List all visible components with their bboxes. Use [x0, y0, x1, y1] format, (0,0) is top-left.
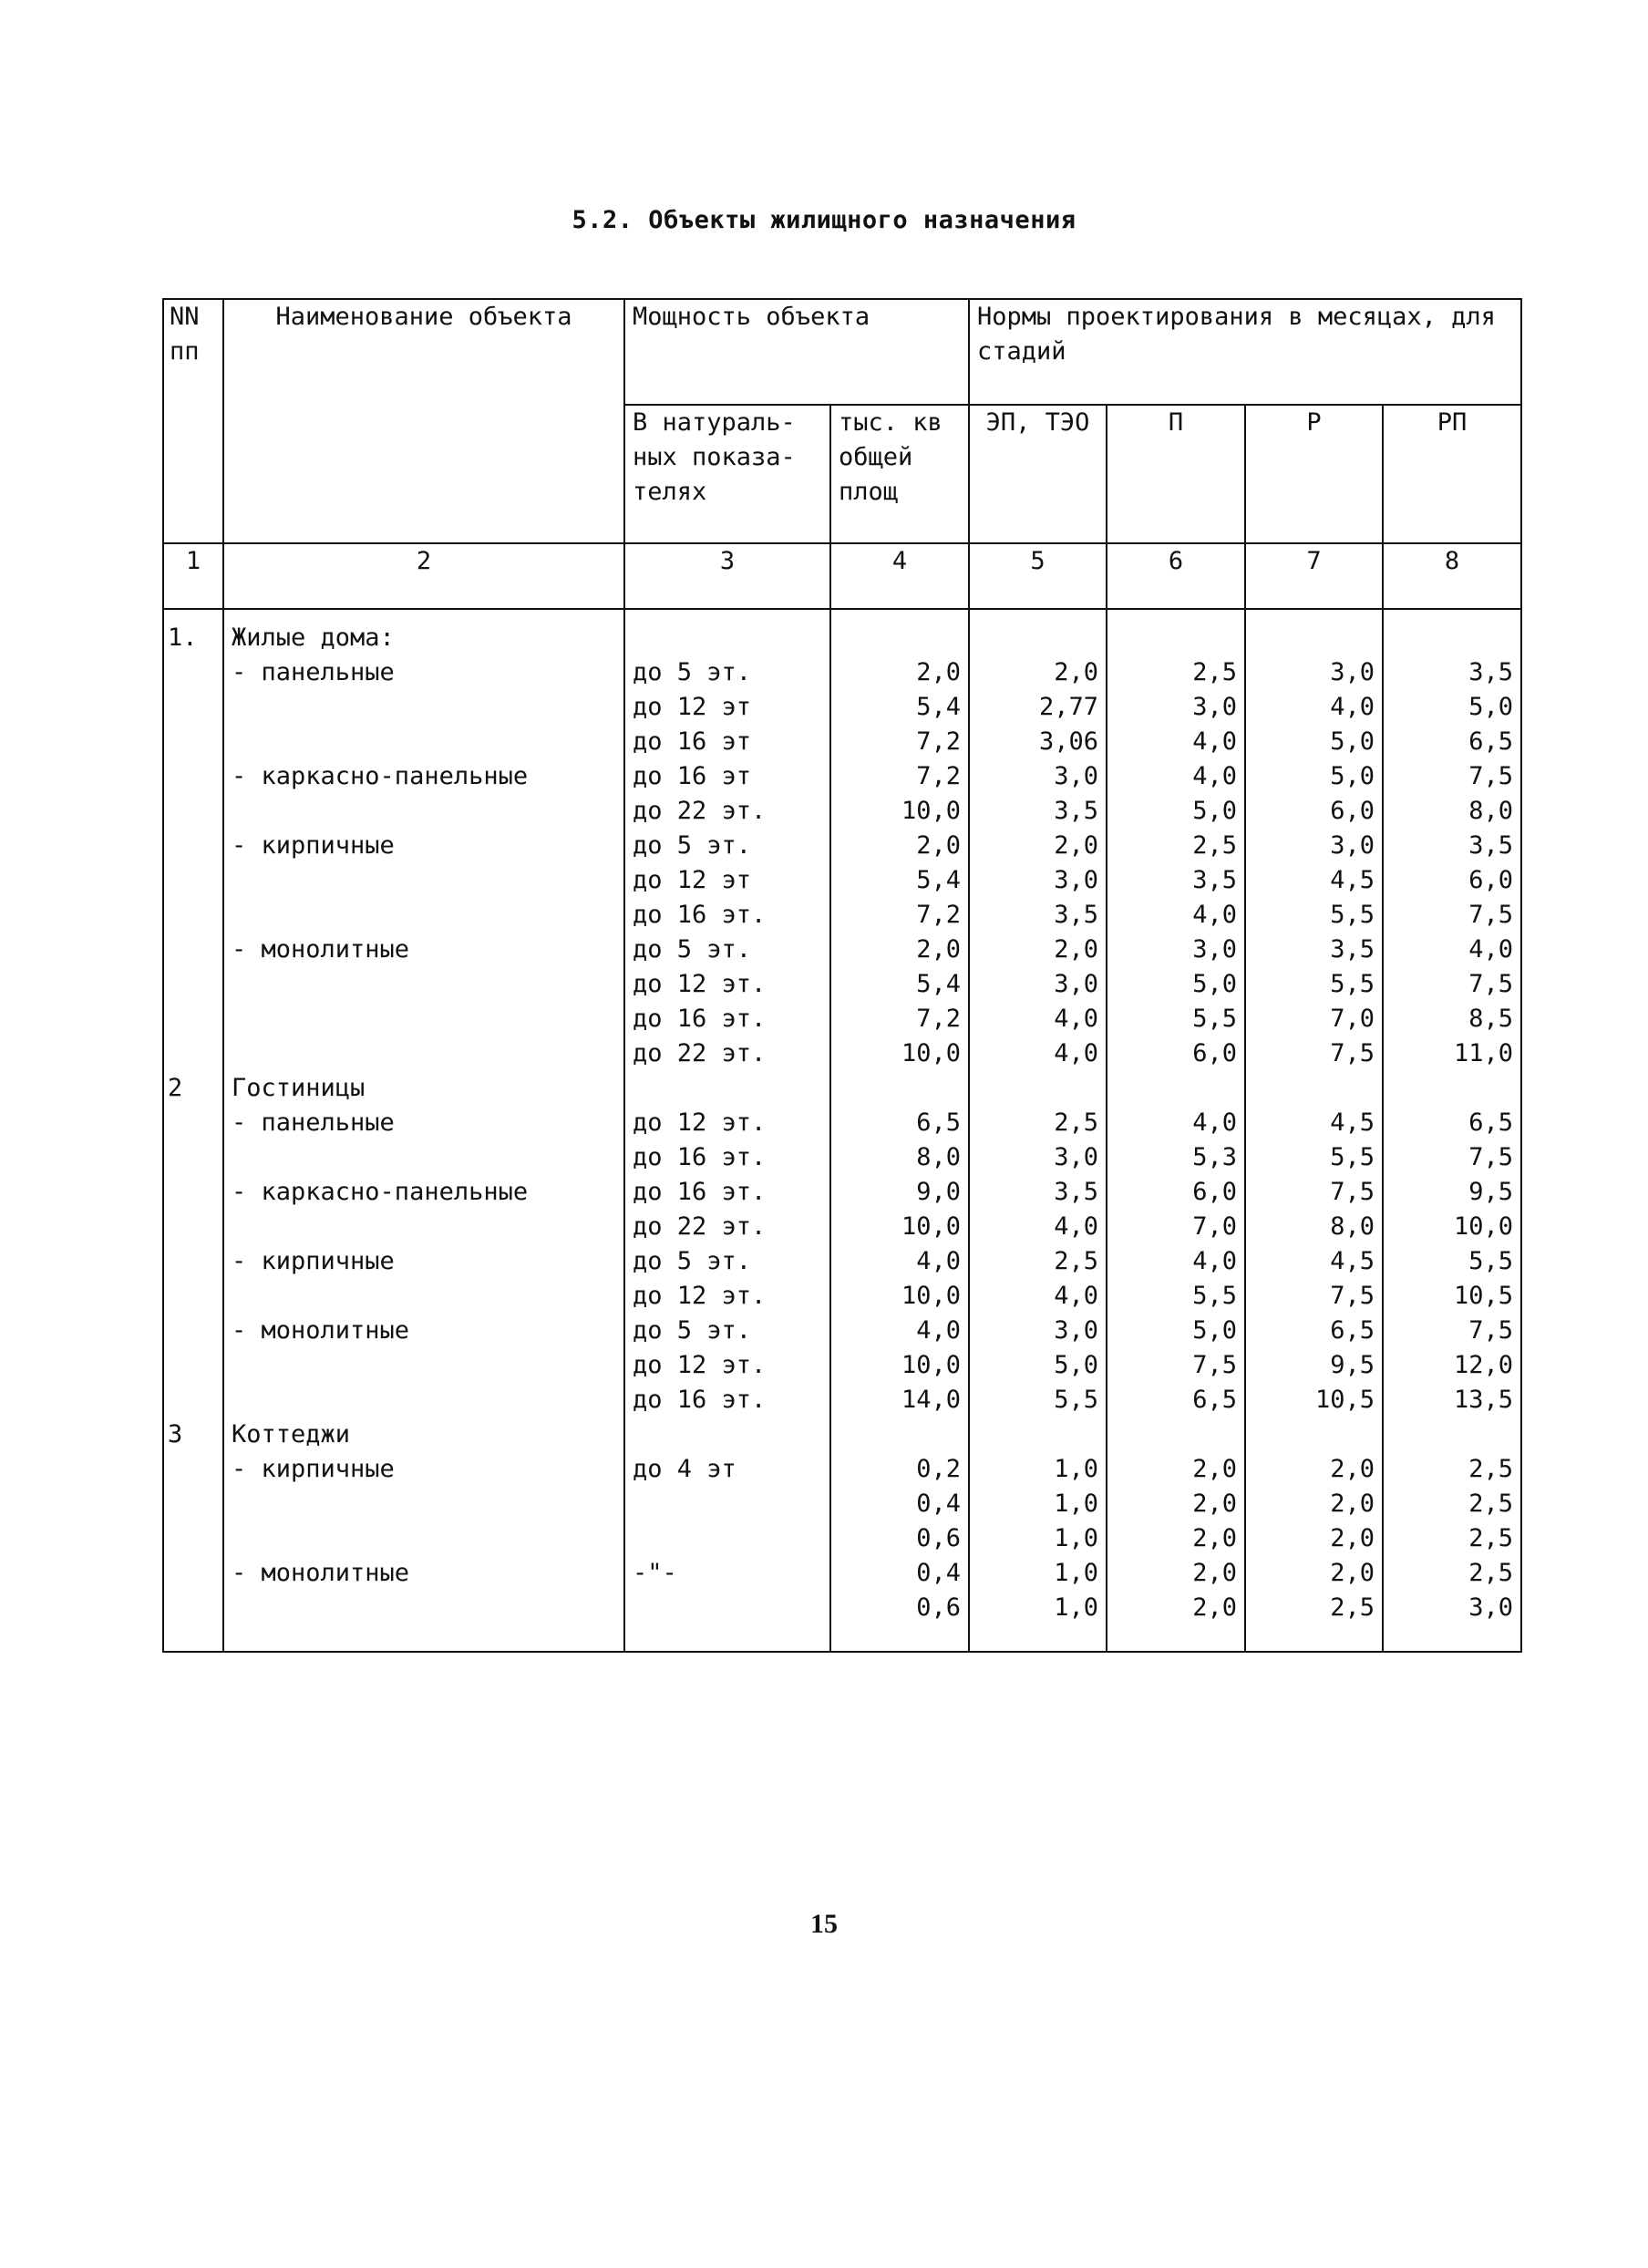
table-row: [163, 759, 1521, 794]
column-number: 5: [969, 543, 1107, 609]
norm-rp: 4,0: [1383, 933, 1521, 967]
capacity-natural: -"-: [624, 1556, 830, 1591]
row-number: [163, 1383, 223, 1418]
norm-ep-teo: 5,0: [969, 1348, 1107, 1383]
norm-p: 7,0: [1107, 1210, 1245, 1244]
capacity-area: 6,5: [830, 1106, 969, 1140]
capacity-natural: до 4 эт: [624, 1452, 830, 1487]
table-row: [163, 933, 1521, 967]
norm-rp: 5,5: [1383, 1244, 1521, 1279]
norm-rp: 9,5: [1383, 1175, 1521, 1210]
header-stage-r: Р: [1245, 405, 1383, 543]
norm-p: 5,0: [1107, 967, 1245, 1002]
norm-ep-teo: 4,0: [969, 1036, 1107, 1071]
capacity-area: 0,6: [830, 1591, 969, 1652]
capacity-area: [830, 1418, 969, 1452]
object-name: [223, 690, 624, 725]
norm-ep-teo: [969, 1071, 1107, 1106]
object-name: - монолитные: [223, 933, 624, 967]
capacity-area: 8,0: [830, 1140, 969, 1175]
norm-p: 6,5: [1107, 1383, 1245, 1418]
table-row: [163, 1244, 1521, 1279]
capacity-area: 4,0: [830, 1314, 969, 1348]
norm-p: 5,5: [1107, 1279, 1245, 1314]
norm-rp: 7,5: [1383, 898, 1521, 933]
column-number: 6: [1107, 543, 1245, 609]
norm-r: 7,5: [1245, 1036, 1383, 1071]
row-number: [163, 725, 223, 759]
norm-p: 3,5: [1107, 863, 1245, 898]
capacity-area: 9,0: [830, 1175, 969, 1210]
capacity-area: 5,4: [830, 863, 969, 898]
capacity-area: [830, 1071, 969, 1106]
norm-ep-teo: 3,0: [969, 1140, 1107, 1175]
object-name: [223, 898, 624, 933]
capacity-area: 5,4: [830, 967, 969, 1002]
header-stage-p: П: [1107, 405, 1245, 543]
page-number: 15: [810, 1909, 838, 1939]
norm-p: 4,0: [1107, 898, 1245, 933]
row-number: 1.: [163, 609, 223, 655]
object-name: Коттеджи: [223, 1418, 624, 1452]
capacity-area: 10,0: [830, 1348, 969, 1383]
norm-r: 6,5: [1245, 1314, 1383, 1348]
norm-r: 2,0: [1245, 1452, 1383, 1487]
norm-r: 5,0: [1245, 725, 1383, 759]
object-name: [223, 725, 624, 759]
norm-rp: [1383, 609, 1521, 655]
norm-r: 5,5: [1245, 967, 1383, 1002]
column-number: 1: [163, 543, 223, 609]
row-number: [163, 967, 223, 1002]
capacity-area: 7,2: [830, 898, 969, 933]
row-number: [163, 863, 223, 898]
capacity-area: 2,0: [830, 829, 969, 863]
object-name: - каркасно-панельные: [223, 1175, 624, 1210]
object-name: [223, 1279, 624, 1314]
norm-r: 7,0: [1245, 1002, 1383, 1036]
column-number: 2: [223, 543, 624, 609]
norm-p: 2,0: [1107, 1591, 1245, 1652]
capacity-natural: [624, 1521, 830, 1556]
norm-ep-teo: 2,0: [969, 655, 1107, 690]
row-number: [163, 933, 223, 967]
capacity-area: [830, 609, 969, 655]
capacity-natural: [624, 1071, 830, 1106]
norm-ep-teo: 3,0: [969, 1314, 1107, 1348]
table-row: [163, 898, 1521, 933]
norm-rp: 12,0: [1383, 1348, 1521, 1383]
table-row: [163, 1452, 1521, 1487]
table-row: [163, 1383, 1521, 1418]
row-number: [163, 1521, 223, 1556]
table-row: [163, 1556, 1521, 1591]
row-number: [163, 1487, 223, 1521]
norm-p: 6,0: [1107, 1036, 1245, 1071]
norm-ep-teo: 2,5: [969, 1244, 1107, 1279]
norm-ep-teo: 3,5: [969, 898, 1107, 933]
norm-rp: 8,5: [1383, 1002, 1521, 1036]
table-row: [163, 1521, 1521, 1556]
object-name: [223, 1002, 624, 1036]
norm-ep-teo: 3,5: [969, 1175, 1107, 1210]
norm-rp: 6,5: [1383, 1106, 1521, 1140]
norm-p: 5,0: [1107, 1314, 1245, 1348]
norm-r: 2,5: [1245, 1591, 1383, 1652]
table-row: [163, 1071, 1521, 1106]
norm-r: 5,0: [1245, 759, 1383, 794]
capacity-area: 10,0: [830, 794, 969, 829]
capacity-area: 0,4: [830, 1487, 969, 1521]
norm-ep-teo: 2,0: [969, 829, 1107, 863]
object-name: [223, 863, 624, 898]
capacity-area: 5,4: [830, 690, 969, 725]
norm-rp: [1383, 1071, 1521, 1106]
object-name: [223, 1521, 624, 1556]
norm-r: 4,5: [1245, 863, 1383, 898]
norm-r: [1245, 1071, 1383, 1106]
object-name: - монолитные: [223, 1556, 624, 1591]
table-row: [163, 1279, 1521, 1314]
capacity-natural: до 12 эт: [624, 863, 830, 898]
capacity-area: 4,0: [830, 1244, 969, 1279]
row-number: [163, 1036, 223, 1071]
table-row: [163, 794, 1521, 829]
row-number: [163, 1452, 223, 1487]
norm-p: [1107, 1071, 1245, 1106]
object-name: - каркасно-панельные: [223, 759, 624, 794]
norm-r: 4,5: [1245, 1106, 1383, 1140]
object-name: Гостиницы: [223, 1071, 624, 1106]
row-number: [163, 655, 223, 690]
norm-rp: 2,5: [1383, 1521, 1521, 1556]
norm-r: 7,5: [1245, 1279, 1383, 1314]
norm-p: 4,0: [1107, 725, 1245, 759]
norm-p: 2,5: [1107, 655, 1245, 690]
row-number: [163, 1314, 223, 1348]
norm-r: 2,0: [1245, 1521, 1383, 1556]
column-number: 7: [1245, 543, 1383, 609]
capacity-natural: [624, 1418, 830, 1452]
capacity-area: 10,0: [830, 1036, 969, 1071]
norm-p: 5,3: [1107, 1140, 1245, 1175]
norm-rp: 3,5: [1383, 829, 1521, 863]
capacity-natural: до 12 эт.: [624, 1348, 830, 1383]
capacity-area: 14,0: [830, 1383, 969, 1418]
norm-rp: 7,5: [1383, 759, 1521, 794]
norm-rp: 10,0: [1383, 1210, 1521, 1244]
capacity-natural: до 12 эт.: [624, 967, 830, 1002]
object-name: [223, 1383, 624, 1418]
norm-ep-teo: 5,5: [969, 1383, 1107, 1418]
norm-r: 4,5: [1245, 1244, 1383, 1279]
norm-ep-teo: 1,0: [969, 1487, 1107, 1521]
norm-r: 5,5: [1245, 898, 1383, 933]
row-number: [163, 1348, 223, 1383]
norm-rp: 5,0: [1383, 690, 1521, 725]
object-name: [223, 967, 624, 1002]
object-name: - кирпичные: [223, 1452, 624, 1487]
norm-rp: 7,5: [1383, 967, 1521, 1002]
norm-ep-teo: 3,06: [969, 725, 1107, 759]
norm-rp: 7,5: [1383, 1140, 1521, 1175]
norm-p: [1107, 1418, 1245, 1452]
norm-ep-teo: 3,5: [969, 794, 1107, 829]
column-number-row: [163, 543, 1521, 609]
norm-ep-teo: 3,0: [969, 759, 1107, 794]
norm-ep-teo: 2,77: [969, 690, 1107, 725]
row-number: [163, 759, 223, 794]
capacity-natural: [624, 1591, 830, 1652]
norm-p: 5,0: [1107, 794, 1245, 829]
norm-p: 2,0: [1107, 1556, 1245, 1591]
table-row: [163, 725, 1521, 759]
row-number: [163, 1140, 223, 1175]
norm-r: 3,5: [1245, 933, 1383, 967]
norm-rp: 3,0: [1383, 1591, 1521, 1652]
capacity-area: 7,2: [830, 759, 969, 794]
column-number: 3: [624, 543, 830, 609]
capacity-natural: [624, 609, 830, 655]
norm-r: 10,5: [1245, 1383, 1383, 1418]
norm-p: 3,0: [1107, 690, 1245, 725]
object-name: [223, 1036, 624, 1071]
capacity-natural: до 22 эт.: [624, 1210, 830, 1244]
norm-p: 4,0: [1107, 1244, 1245, 1279]
capacity-area: 7,2: [830, 725, 969, 759]
norm-ep-teo: 2,5: [969, 1106, 1107, 1140]
object-name: - кирпичные: [223, 1244, 624, 1279]
row-number: [163, 1175, 223, 1210]
norm-ep-teo: 1,0: [969, 1556, 1107, 1591]
table-row: [163, 1487, 1521, 1521]
table-row: [163, 1175, 1521, 1210]
row-number: [163, 1591, 223, 1652]
header-capacity: Мощность объекта: [624, 299, 969, 405]
row-number: [163, 794, 223, 829]
table-row: [163, 655, 1521, 690]
norm-ep-teo: 3,0: [969, 863, 1107, 898]
norm-p: 4,0: [1107, 1106, 1245, 1140]
row-number: [163, 1002, 223, 1036]
norm-ep-teo: [969, 1418, 1107, 1452]
row-number: [163, 1556, 223, 1591]
norm-p: 2,0: [1107, 1487, 1245, 1521]
norm-ep-teo: 1,0: [969, 1521, 1107, 1556]
header-stage-rp: РП: [1383, 405, 1521, 543]
header-natural-units: В натураль-ных показа-телях: [624, 405, 830, 543]
table-row: [163, 863, 1521, 898]
capacity-area: 2,0: [830, 655, 969, 690]
object-name: [223, 1348, 624, 1383]
row-number: [163, 1210, 223, 1244]
capacity-natural: до 16 эт.: [624, 1002, 830, 1036]
norm-rp: 7,5: [1383, 1314, 1521, 1348]
norm-rp: 6,5: [1383, 725, 1521, 759]
norm-rp: 2,5: [1383, 1452, 1521, 1487]
header-norms: Нормы проектирования в месяцах, для стадий: [969, 299, 1521, 405]
row-number: [163, 690, 223, 725]
norm-p: 5,5: [1107, 1002, 1245, 1036]
capacity-area: 0,6: [830, 1521, 969, 1556]
norm-r: 5,5: [1245, 1140, 1383, 1175]
norm-p: 6,0: [1107, 1175, 1245, 1210]
norm-rp: 11,0: [1383, 1036, 1521, 1071]
norm-r: 2,0: [1245, 1487, 1383, 1521]
table-row: [163, 1106, 1521, 1140]
capacity-natural: до 12 эт.: [624, 1279, 830, 1314]
capacity-natural: до 5 эт.: [624, 655, 830, 690]
norm-p: 2,0: [1107, 1521, 1245, 1556]
norm-r: 8,0: [1245, 1210, 1383, 1244]
table-row: [163, 690, 1521, 725]
capacity-area: 10,0: [830, 1279, 969, 1314]
norm-p: 2,0: [1107, 1452, 1245, 1487]
norm-r: 3,0: [1245, 655, 1383, 690]
row-number: [163, 1244, 223, 1279]
norm-rp: 2,5: [1383, 1487, 1521, 1521]
norm-p: 4,0: [1107, 759, 1245, 794]
object-name: - панельные: [223, 1106, 624, 1140]
object-name: - монолитные: [223, 1314, 624, 1348]
norm-p: 2,5: [1107, 829, 1245, 863]
norm-rp: 6,0: [1383, 863, 1521, 898]
capacity-natural: до 16 эт.: [624, 1175, 830, 1210]
table-row: [163, 1348, 1521, 1383]
norm-p: [1107, 609, 1245, 655]
table-row: [163, 609, 1521, 655]
norm-rp: 2,5: [1383, 1556, 1521, 1591]
header-area: тыс. кв общей площ: [830, 405, 969, 543]
row-number: [163, 1279, 223, 1314]
header-stage-ep: ЭП, ТЭО: [969, 405, 1107, 543]
object-name: Жилые дома:: [223, 609, 624, 655]
norm-r: 7,5: [1245, 1175, 1383, 1210]
table-row: [163, 1591, 1521, 1652]
norm-r: 2,0: [1245, 1556, 1383, 1591]
capacity-natural: [624, 1487, 830, 1521]
table-row: [163, 967, 1521, 1002]
row-number: 3: [163, 1418, 223, 1452]
norm-r: [1245, 609, 1383, 655]
capacity-area: 7,2: [830, 1002, 969, 1036]
header-nn: NN пп: [163, 299, 223, 543]
norm-ep-teo: [969, 609, 1107, 655]
object-name: [223, 794, 624, 829]
norm-r: 4,0: [1245, 690, 1383, 725]
row-number: [163, 898, 223, 933]
object-name: [223, 1210, 624, 1244]
table-body: [163, 609, 1521, 1652]
capacity-natural: до 16 эт: [624, 725, 830, 759]
capacity-natural: до 16 эт: [624, 759, 830, 794]
capacity-natural: до 12 эт.: [624, 1106, 830, 1140]
capacity-natural: до 5 эт.: [624, 829, 830, 863]
header-name: Наименование объекта: [223, 299, 624, 543]
row-number: [163, 1106, 223, 1140]
norm-ep-teo: 4,0: [969, 1002, 1107, 1036]
norm-p: 7,5: [1107, 1348, 1245, 1383]
norm-rp: 8,0: [1383, 794, 1521, 829]
norm-r: [1245, 1418, 1383, 1452]
table-row: [163, 1314, 1521, 1348]
design-norms-table: [162, 298, 1522, 1653]
norm-r: 9,5: [1245, 1348, 1383, 1383]
norm-rp: 13,5: [1383, 1383, 1521, 1418]
table-row: [163, 1140, 1521, 1175]
capacity-natural: до 16 эт.: [624, 1140, 830, 1175]
table-row: [163, 1418, 1521, 1452]
object-name: - панельные: [223, 655, 624, 690]
column-number: 8: [1383, 543, 1521, 609]
norm-r: 3,0: [1245, 829, 1383, 863]
norm-ep-teo: 2,0: [969, 933, 1107, 967]
norm-p: 3,0: [1107, 933, 1245, 967]
norm-r: 6,0: [1245, 794, 1383, 829]
capacity-area: 2,0: [830, 933, 969, 967]
norm-ep-teo: 4,0: [969, 1279, 1107, 1314]
norm-rp: 3,5: [1383, 655, 1521, 690]
capacity-area: 10,0: [830, 1210, 969, 1244]
object-name: [223, 1140, 624, 1175]
capacity-natural: до 5 эт.: [624, 1244, 830, 1279]
table-row: [163, 1210, 1521, 1244]
norm-ep-teo: 1,0: [969, 1591, 1107, 1652]
capacity-natural: до 16 эт.: [624, 898, 830, 933]
capacity-natural: до 22 эт.: [624, 1036, 830, 1071]
capacity-natural: до 12 эт: [624, 690, 830, 725]
capacity-natural: до 22 эт.: [624, 794, 830, 829]
object-name: [223, 1487, 624, 1521]
capacity-natural: до 5 эт.: [624, 933, 830, 967]
norm-rp: [1383, 1418, 1521, 1452]
capacity-natural: до 16 эт.: [624, 1383, 830, 1418]
section-title: 5.2. Объекты жилищного назначения: [572, 206, 1076, 234]
norm-ep-teo: 4,0: [969, 1210, 1107, 1244]
column-number: 4: [830, 543, 969, 609]
table-row: [163, 1002, 1521, 1036]
capacity-area: 0,4: [830, 1556, 969, 1591]
object-name: - кирпичные: [223, 829, 624, 863]
table-row: [163, 1036, 1521, 1071]
object-name: [223, 1591, 624, 1652]
capacity-area: 0,2: [830, 1452, 969, 1487]
table-row: [163, 829, 1521, 863]
norm-ep-teo: 3,0: [969, 967, 1107, 1002]
norm-ep-teo: 1,0: [969, 1452, 1107, 1487]
norm-rp: 10,5: [1383, 1279, 1521, 1314]
row-number: [163, 829, 223, 863]
row-number: 2: [163, 1071, 223, 1106]
capacity-natural: до 5 эт.: [624, 1314, 830, 1348]
